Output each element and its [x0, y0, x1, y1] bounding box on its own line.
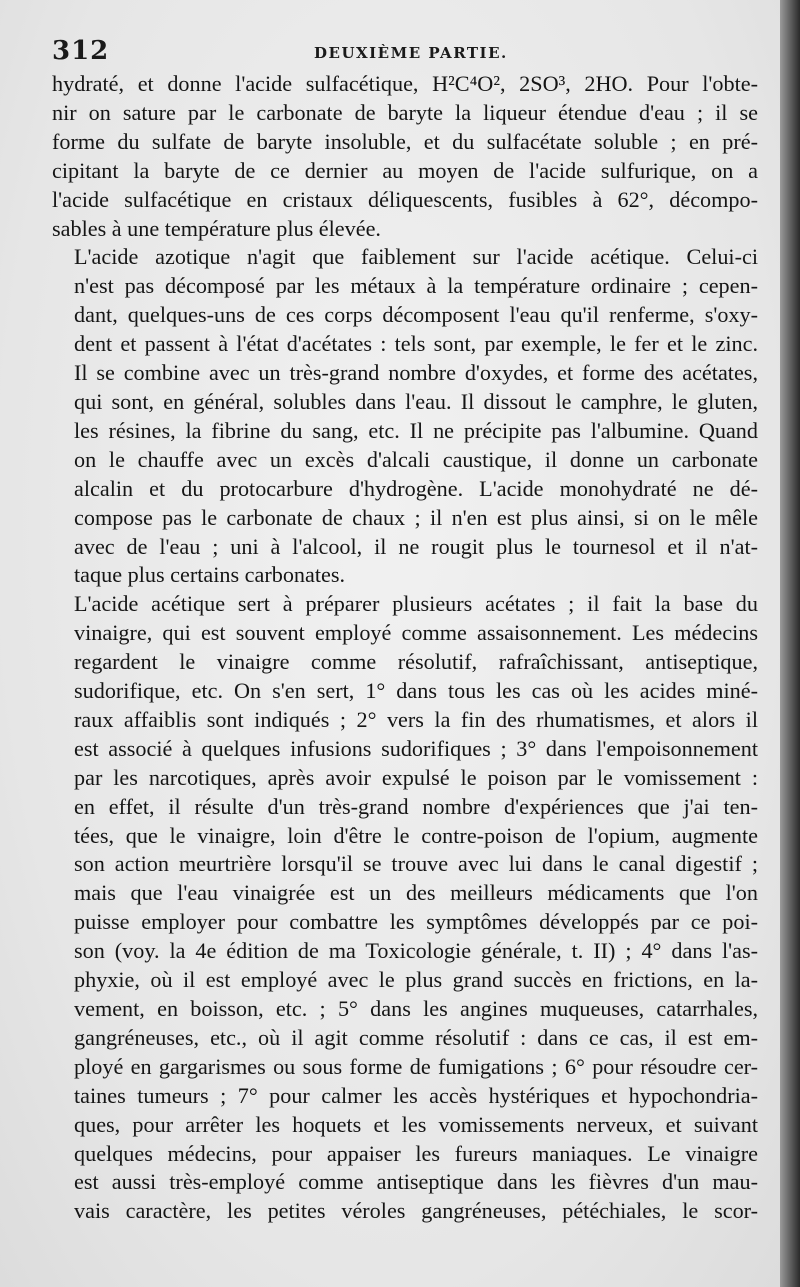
text-line: Il se combine avec un très-grand nombre d'oxydes, et forme des acétates,: [74, 360, 758, 386]
text-line: dent et passent à l'état d'acétates : tels sont, par exemple, le fer et le zinc.: [74, 331, 758, 357]
text-line: nir on sature par le carbonate de baryte la liqueur étendue d'eau ; il se: [52, 99, 758, 125]
text-line: en effet, il résulte d'un très-grand nombre d'expériences que j'ai ten-: [74, 793, 758, 819]
text-line: compose pas le carbonate de chaux ; il n'en est plus ainsi, si on le mêle: [74, 504, 758, 530]
text-line: raux affaiblis sont indiqués ; 2° vers la fin des rhumatismes, et alors il: [74, 706, 758, 732]
text-line: ployé en gargarismes ou sous forme de fumigations ; 6° pour résoudre cer-: [74, 1053, 758, 1079]
text-line: sudorifique, etc. On s'en sert, 1° dans tous les cas où les acides miné-: [74, 678, 758, 704]
text-line: L'acide acétique sert à préparer plusieurs acétates ; il fait la base du: [74, 591, 758, 617]
text-line: est aussi très-employé comme antiseptique dans les fièvres d'un mau-: [74, 1169, 758, 1195]
text-line: phyxie, où il est employé avec le plus grand succès en frictions, en la-: [74, 967, 758, 993]
text-line: l'acide sulfacétique en cristaux déliquescents, fusibles à 62°, décompo-: [52, 186, 758, 212]
text-line: sables à une température plus élevée.: [52, 215, 381, 241]
text-line: n'est pas décomposé par les métaux à la température ordinaire ; cepen-: [74, 273, 758, 299]
text-line: avec de l'eau ; uni à l'alcool, il ne rougit plus le tournesol et il n'at-: [74, 533, 758, 559]
text-line: quelques médecins, pour appaiser les fureurs maniaques. Le vinaigre: [74, 1140, 758, 1166]
text-line: est associé à quelques infusions sudorifiques ; 3° dans l'empoisonnement: [74, 735, 758, 761]
paragraph-nitric-acid: [52, 243, 758, 590]
text-line: cipitant la baryte de ce dernier au moyen de l'acide sulfurique, on a: [52, 157, 758, 183]
paragraph-sulfacetic-acid: [52, 70, 758, 243]
page-binding-edge: [780, 0, 800, 1287]
text-line: taque plus certains carbonates.: [74, 562, 346, 588]
text-line: vais caractère, les petites véroles gangréneuses, pétéchiales, le scor-: [74, 1198, 758, 1224]
text-line: vement, en boisson, etc. ; 5° dans les angines muqueuses, catarrhales,: [74, 996, 758, 1021]
text-line: son (voy. la 4e édition de ma Toxicologie générale, t. II) ; 4° dans l'as-: [74, 938, 758, 964]
text-line: mais que l'eau vinaigrée est un des meilleurs médicaments que l'on: [74, 880, 758, 906]
text-line: L'acide azotique n'agit que faiblement sur l'acide acétique. Celui-ci: [74, 244, 758, 270]
paragraph-acetic-acid-uses: [52, 590, 758, 1226]
text-line: tées, que le vinaigre, loin d'être le contre-poison de l'opium, augmente: [74, 822, 758, 848]
text-line: regardent le vinaigre comme résolutif, rafraîchissant, antiseptique,: [74, 649, 758, 675]
text-line: on le chauffe avec un excès d'alcali caustique, il donne un carbonate: [74, 446, 758, 472]
text-line: hydraté, et donne l'acide sulfacétique, H²C⁴O², 2SO³, 2HO. Pour l'obte-: [52, 71, 758, 96]
text-line: son action meurtrière lorsqu'il se trouve avec lui dans le canal digestif ;: [74, 851, 758, 877]
text-line: par les narcotiques, après avoir expulsé le poison par le vomissement :: [74, 764, 758, 790]
text-line: vinaigre, qui est souvent employé comme assaisonnement. Les médecins: [74, 620, 758, 646]
running-head: DEUXIÈME PARTIE.: [314, 44, 508, 62]
text-line: taines tumeurs ; 7° pour calmer les accès hystériques et hypochondria-: [74, 1082, 758, 1108]
body-text: [52, 70, 758, 1226]
text-line: les résines, la fibrine du sang, etc. Il ne précipite pas l'albumine. Quand: [74, 417, 758, 443]
page-number: 312: [52, 36, 110, 66]
text-line: ques, pour arrêter les hoquets et les vomissements nerveux, et suivant: [74, 1111, 758, 1137]
text-line: puisse employer pour combattre les symptômes développés par ce poi-: [74, 909, 758, 935]
text-line: dant, quelques-uns de ces corps décomposent l'eau qu'il renferme, s'oxy-: [74, 302, 758, 328]
text-line: forme du sulfate de baryte insoluble, et du sulfacétate soluble ; en pré-: [52, 128, 758, 154]
text-line: gangréneuses, etc., où il agit comme résolutif : dans ce cas, il est em-: [74, 1024, 758, 1050]
text-line: alcalin et du protocarbure d'hydrogène. L'acide monohydraté ne dé-: [74, 475, 758, 501]
text-line: qui sont, en général, solubles dans l'eau. Il dissout le camphre, le gluten,: [74, 388, 758, 414]
